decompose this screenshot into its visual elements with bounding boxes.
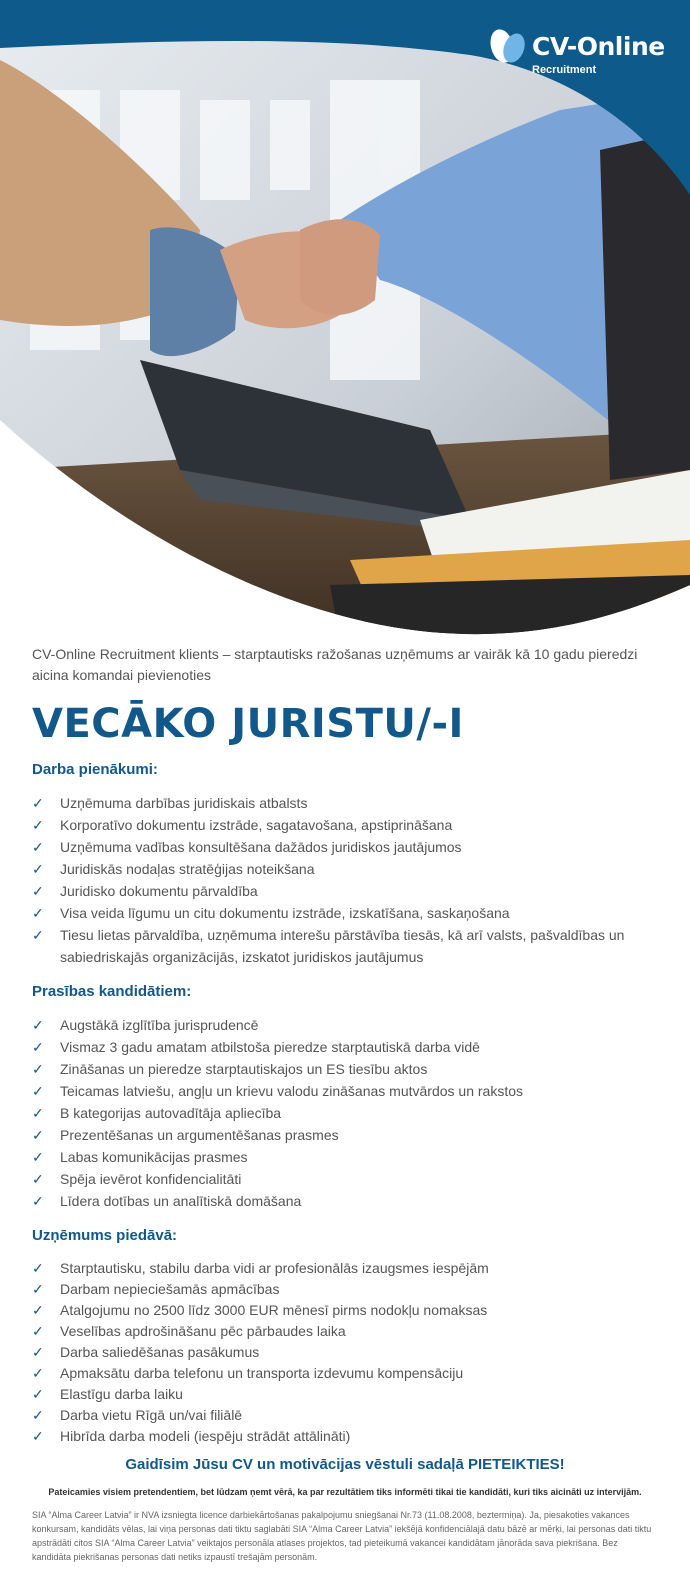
check-icon: ✓ <box>32 927 44 943</box>
section-title: Prasības kandidātiem: <box>32 983 192 1000</box>
thanks-note: Pateicamies visiem pretendentiem, bet lūdzam ņemt vērā, ka par rezultātiem tiks informēti tikai tie kandidāti, kuri tiks aicināti uz intervijām. <box>48 1487 642 1497</box>
check-icon: ✓ <box>32 1407 44 1423</box>
check-icon: ✓ <box>32 839 44 855</box>
list-item: ✓ Darbam nepieciešamās apmācības <box>32 1279 658 1300</box>
check-icon: ✓ <box>32 1017 44 1033</box>
check-icon: ✓ <box>32 1281 44 1297</box>
legal-disclaimer: SIA “Alma Career Latvia” ir NVA izsniegta licence darbiekārtošanas pakalpojumu sniegšanai Nr.73 (11.08.2008, beztermiņa). Ja, piesakoties vakances konkursam, kandidāts vēlas, lai viņa personas dati tiktu saglabāti SIA “Alma Career Latvia” iekšējā konfidenciālajā datu bāzē ar mērķi, lai personas dati tiktu apstrādāti citos SIA “Alma Career Latvia” veiktajos personāla atlases projektos, tad pieteikumā vakancei kandidātam jānorāda sava piekrišana. Bez kandidāta piekrišanas personas dati netiks izpaustī trešajām personām. <box>32 1510 652 1562</box>
check-icon: ✓ <box>32 1193 44 1209</box>
list-item: ✓ Uzņēmuma vadības konsultēšana dažādos juridiskos jautājumos <box>32 836 658 858</box>
list-item: ✓ Uzņēmuma darbības juridiskais atbalsts <box>32 792 658 814</box>
check-icon: ✓ <box>32 1365 44 1381</box>
cv-online-logo[interactable] <box>488 24 668 80</box>
section-title: Darba pienākumi: <box>32 761 158 778</box>
check-icon: ✓ <box>32 1171 44 1187</box>
list-item: ✓ Darba vietu Rīgā un/vai filiālē <box>32 1405 658 1426</box>
list-item: ✓ Tiesu lietas pārvaldība, uzņēmuma interešu pārstāvība tiesās, kā arī valsts, pašvaldības un sabiedriskajās organizācijās, izskatot juridiskos jautājumus <box>32 924 658 968</box>
check-icon: ✓ <box>32 1344 44 1360</box>
brand-sub: Recruitment <box>532 64 597 76</box>
check-icon: ✓ <box>32 795 44 811</box>
check-icon: ✓ <box>32 861 44 877</box>
list-item: ✓ Juridisko dokumentu pārvaldība <box>32 880 658 902</box>
section-title: Uzņēmums piedāvā: <box>32 1227 178 1244</box>
duties-list <box>32 792 658 968</box>
list-item: ✓ Elastīgu darba laiku <box>32 1384 658 1405</box>
section-offer <box>32 1226 658 1447</box>
offer-list <box>32 1258 658 1447</box>
list-item: ✓ Līdera dotības un analītiskā domāšana <box>32 1190 658 1212</box>
list-item: ✓ Veselības apdrošināšanu pēc pārbaudes laika <box>32 1321 658 1342</box>
list-item: ✓ Starptautisku, stabilu darba vidi ar profesionālās izaugsmes iespējām <box>32 1258 658 1279</box>
section-duties <box>32 760 658 968</box>
check-icon: ✓ <box>32 1149 44 1165</box>
job-title: VECĀKO JURISTU/-I <box>32 701 464 747</box>
check-icon: ✓ <box>32 1428 44 1444</box>
hero-banner <box>0 0 690 640</box>
list-item: ✓ Labas komunikācijas prasmes <box>32 1146 658 1168</box>
list-item: ✓ Darba saliedēšanas pasākumus <box>32 1342 658 1363</box>
check-icon: ✓ <box>32 905 44 921</box>
brand-name: CV-Online <box>532 32 665 61</box>
check-icon: ✓ <box>32 883 44 899</box>
check-icon: ✓ <box>32 1061 44 1077</box>
handshake-photo <box>0 0 690 640</box>
requirements-list <box>32 1014 658 1212</box>
apply-cta[interactable]: Gaidīsim Jūsu CV un motivācijas vēstuli sadaļā PIETEIKTIES! <box>125 1456 565 1473</box>
check-icon: ✓ <box>32 1105 44 1121</box>
check-icon: ✓ <box>32 1323 44 1339</box>
check-icon: ✓ <box>32 817 44 833</box>
section-requirements <box>32 982 658 1212</box>
list-item: ✓ Zināšanas un pieredze starptautiskajos un ES tiesību aktos <box>32 1058 658 1080</box>
list-item: ✓ Juridiskās nodaļas stratēģijas noteikšana <box>32 858 658 880</box>
cv-online-logo-icon <box>488 26 528 66</box>
list-item: ✓ Apmaksātu darba telefonu un transporta izdevumu kompensāciju <box>32 1363 658 1384</box>
check-icon: ✓ <box>32 1302 44 1318</box>
job-content <box>32 644 658 1461</box>
list-item: ✓ B kategorijas autovadītāja apliecība <box>32 1102 658 1124</box>
list-item: ✓ Prezentēšanas un argumentēšanas prasmes <box>32 1124 658 1146</box>
check-icon: ✓ <box>32 1386 44 1402</box>
list-item: ✓ Teicamas latviešu, angļu un krievu valodu zināšanas mutvārdos un rakstos <box>32 1080 658 1102</box>
list-item: ✓ Vismaz 3 gadu amatam atbilstoša pieredze starptautiskā darba vidē <box>32 1036 658 1058</box>
check-icon: ✓ <box>32 1039 44 1055</box>
list-item: ✓ Atalgojumu no 2500 līdz 3000 EUR mēnesī pirms nodokļu nomaksas <box>32 1300 658 1321</box>
list-item: ✓ Spēja ievērot konfidencialitāti <box>32 1168 658 1190</box>
intro-text: CV-Online Recruitment klients – starptautisks ražošanas uzņēmums ar vairāk kā 10 gadu pieredzi aicina komandai pievienoties <box>32 646 638 683</box>
list-item: ✓ Hibrīda darba modeli (iespēju strādāt attālināti) <box>32 1426 658 1447</box>
check-icon: ✓ <box>32 1260 44 1276</box>
list-item: ✓ Augstākā izglītība jurisprudencē <box>32 1014 658 1036</box>
list-item: ✓ Visa veida līgumu un citu dokumentu izstrāde, izskatīšana, saskaņošana <box>32 902 658 924</box>
check-icon: ✓ <box>32 1127 44 1143</box>
list-item: ✓ Korporatīvo dokumentu izstrāde, sagatavošana, apstiprināšana <box>32 814 658 836</box>
check-icon: ✓ <box>32 1083 44 1099</box>
